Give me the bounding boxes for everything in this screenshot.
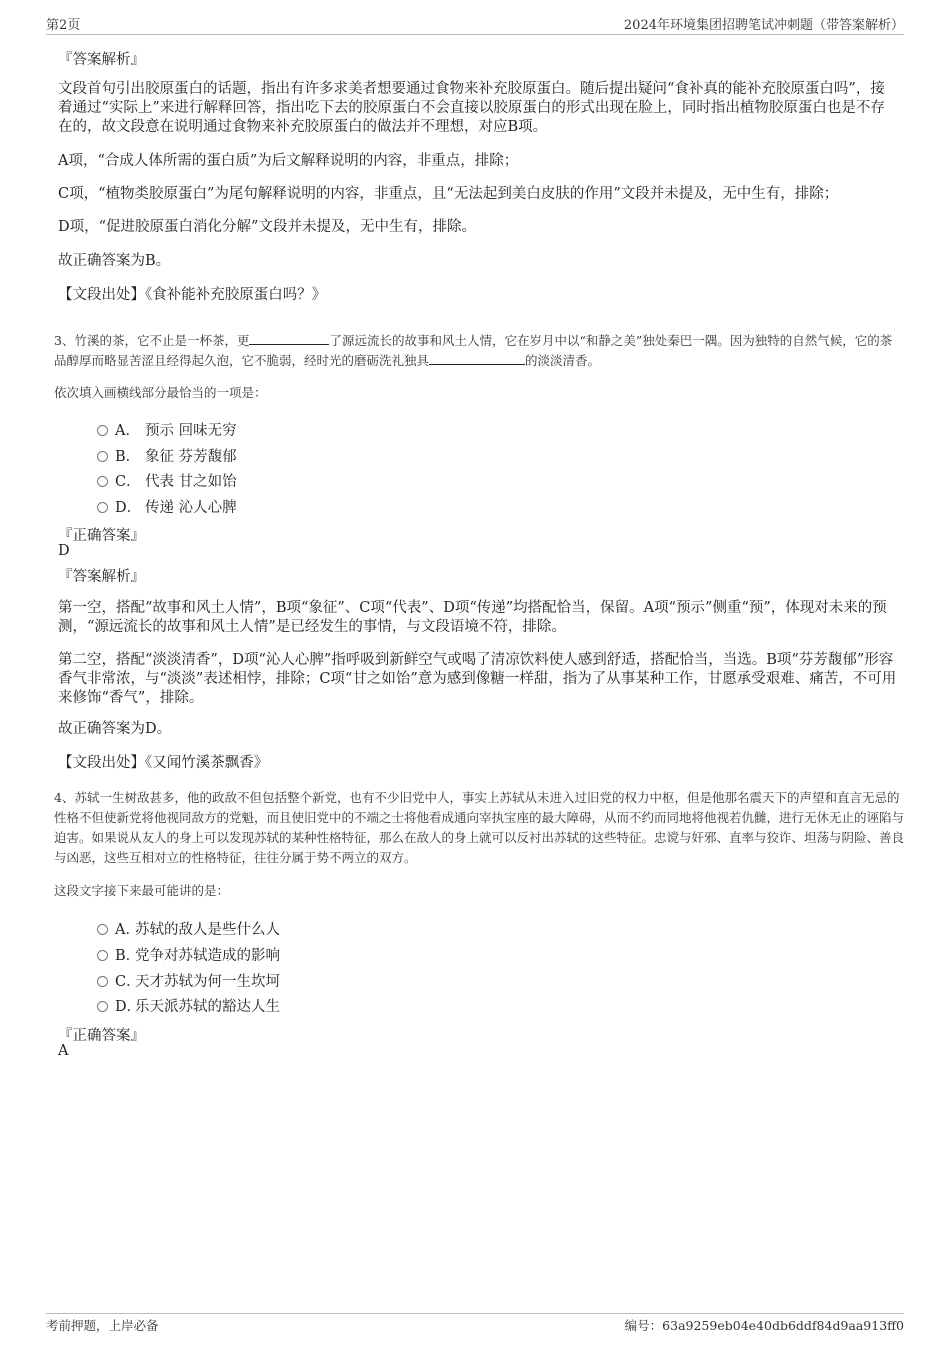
radio-icon[interactable]: [97, 476, 108, 487]
q4-answer-label: 『正确答案』: [58, 1028, 145, 1044]
q2-conclusion: 故正确答案为B。: [58, 253, 171, 269]
q4-answer: A: [58, 1043, 69, 1059]
q3-stem-text: 了源远流长的故事和风土人情，它在岁月中以“和静之美”独处秦巴一隅。因为独特的自然气候，它的茶品醇厚而略显苦涩且经得起久泡，它不脆弱，经时光的磨砺洗礼独具: [54, 333, 893, 368]
q4-stem-text: 苏轼一生树敌甚多，他的政敌不但包括整个新党，也有不少旧党中人，事实上苏轼从未进入过旧党的权力中枢，但是他那名震天下的声望和直言无忌的性格不但使新党将他视同敌方的党魁，而且使旧党中的不端之士将他看成通向宰执宝座的最大障碍，从而不约而同地将他视若仇雠，进行无休无止的诬陷与迫害。如果说从友人的身上可以发现苏轼的某种性格特征，那么在敌人的身上就可以反衬出苏轼的这些特征。忠谠与奸邪、直率与狡诈、坦荡与阴险、善良与凶恶，这些互相对立的性格特征，往往分属于势不两立的双方。: [54, 790, 905, 865]
q2-source: 【文段出处】《食补能补充胶原蛋白吗？》: [58, 287, 327, 303]
q2-analysis-label: 『答案解析』: [58, 52, 145, 68]
document-code: 编号：63a9259eb04e40db6ddf84d9aa913ff0: [624, 1318, 904, 1333]
radio-icon[interactable]: [97, 1001, 108, 1012]
q2-analysis-paragraph: 文段首句引出胶原蛋白的话题，指出有许多求美者想要通过食物来补充胶原蛋白。随后提出疑问“食补真的能补充胶原蛋白吗”，接着通过“实际上”来进行解释回答，指出吃下去的胶原蛋白不会直接以胶原蛋白的形式出现在脸上，同时指出植物胶原蛋白也是不存在的，故文段意在说明通过食物来补充胶原蛋白的做法并不理想，对应B项。: [58, 81, 885, 135]
footer-slogan: 考前押题，上岸必备: [46, 1318, 159, 1333]
q3-answer: D: [58, 543, 70, 559]
q3-answer-label: 『正确答案』: [58, 528, 145, 544]
q3-option-b[interactable]: B． 象征 芬芳馥郁: [97, 445, 237, 465]
q4-option-c[interactable]: C．天才苏轼为何一生坎坷: [97, 970, 280, 990]
q3-stem-text: 的淡淡清香。: [525, 353, 601, 368]
q3-option-a[interactable]: A． 预示 回味无穷: [97, 419, 237, 439]
q2-analysis-paragraph: C项，“植物类胶原蛋白”为尾句解释说明的内容，非重点，且“无法起到美白皮肤的作用”文段并未提及，无中生有，排除；: [58, 186, 839, 202]
q3-blank-1: [249, 332, 329, 345]
q4-number: 4、: [54, 790, 75, 805]
q2-analysis-paragraph: D项，“促进胶原蛋白消化分解”文段并未提及，无中生有，排除。: [58, 219, 476, 235]
q3-analysis-paragraph: 第二空，搭配“淡淡清香”，D项“沁人心脾”指呼吸到新鲜空气或喝了清凉饮料使人感到舒适，搭配恰当，当选。B项“芬芳馥郁”形容香气非常浓，与“淡淡”表述相悖，排除；C项“甘之如饴”意为感到像糖一样甜，指为了从事某种工作，甘愿承受艰难、痛苦，不可用来修饰“香气”，排除。: [58, 652, 897, 706]
radio-icon[interactable]: [97, 976, 108, 987]
page-header: [46, 14, 904, 35]
q4-option-b[interactable]: B．党争对苏轼造成的影响: [97, 944, 280, 964]
document-title: 2024年环境集团招聘笔试冲刺题（带答案解析）: [623, 18, 904, 33]
radio-icon[interactable]: [97, 425, 108, 436]
q3-number: 3、: [54, 333, 75, 348]
page-footer: [46, 1313, 904, 1336]
q4-stem: [54, 788, 904, 868]
q3-option-d[interactable]: D． 传递 沁人心脾: [97, 496, 237, 516]
radio-icon[interactable]: [97, 924, 108, 935]
radio-icon[interactable]: [97, 451, 108, 462]
q3-option-c[interactable]: C． 代表 甘之如饴: [97, 470, 237, 490]
q3-blank-2: [429, 352, 525, 365]
q4-prompt: 这段文字接下来最可能讲的是：: [54, 883, 230, 898]
radio-icon[interactable]: [97, 502, 108, 513]
q3-stem-text: 竹溪的茶，它不止是一杯茶，更: [74, 333, 250, 348]
q3-conclusion: 故正确答案为D。: [58, 721, 172, 737]
q4-option-d[interactable]: D．乐天派苏轼的豁达人生: [97, 995, 280, 1015]
q3-analysis-label: 『答案解析』: [58, 569, 145, 585]
q3-source: 【文段出处】《又闻竹溪茶飘香》: [58, 755, 269, 771]
q3-analysis-paragraph: 第一空，搭配“故事和风土人情”，B项“象征”、C项“代表”、D项“传递”均搭配恰当，保留。A项“预示”侧重“预”，体现对未来的预测，“源远流长的故事和风土人情”是已经发生的事情，与文段语境不符，排除。: [58, 600, 887, 635]
radio-icon[interactable]: [97, 950, 108, 961]
q3-prompt: 依次填入画横线部分最恰当的一项是：: [54, 385, 267, 400]
q2-analysis-paragraph: A项，“合成人体所需的蛋白质”为后文解释说明的内容，非重点，排除；: [58, 153, 519, 169]
q4-option-a[interactable]: A．苏轼的敌人是些什么人: [97, 918, 280, 938]
q3-stem: [54, 331, 904, 371]
page-number: 第2页: [46, 18, 81, 33]
